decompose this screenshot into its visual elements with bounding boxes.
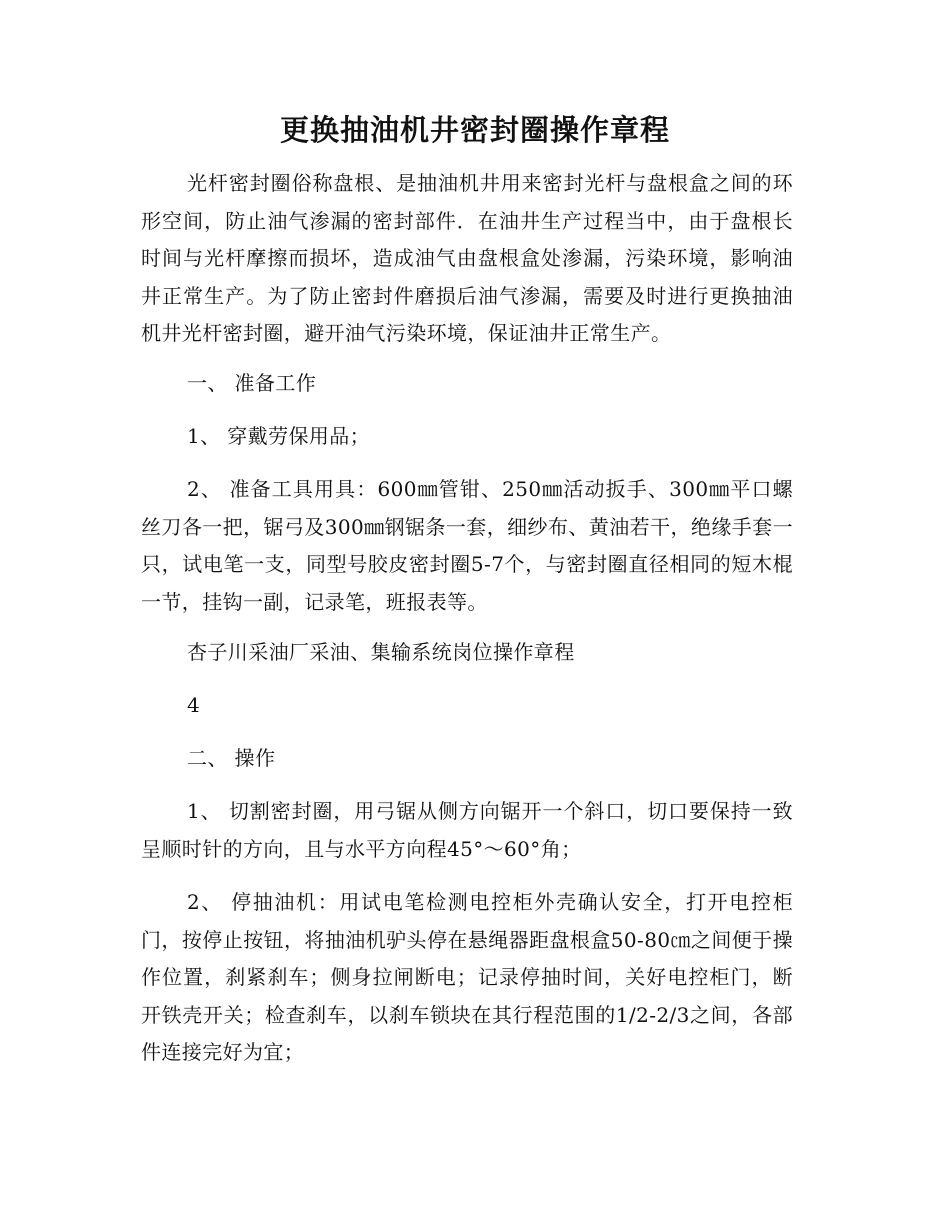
list-item-protective-gear: 1、 穿戴劳保用品； [187, 424, 371, 448]
intro-paragraph: 光杆密封圈俗称盘根、是抽油机井用来密封光杆与盘根盒之间的环形空间，防止油气渗漏的密封部件．在油井生产过程当中，由于盘根长时间与光杆摩擦而损坏，造成油气由盘根盒处渗漏，污染环境，影响油井正常生产。为了防止密封件磨损后油气渗漏，需要及时进行更换抽油机井光杆密封圈，避开油气污染环境，保证油井正常生产。 [141, 171, 793, 345]
section-heading-preparation: 一、 准备工作 [187, 371, 317, 395]
document-title: 更换抽油机井密封圈操作章程 [279, 113, 670, 147]
section-heading-operation: 二、 操作 [187, 746, 276, 770]
running-footer: 杏子川采油厂采油、集输系统岗位操作章程 [187, 640, 575, 664]
list-item-tools: 2、 准备工具用具：600㎜管钳、250㎜活动扳手、300㎜平口螺丝刀各一把，锯弓及300㎜钢锯条一套，细纱布、黄油若干，绝缘手套一只，试电笔一支，同型号胶皮密封圈5-7个，与密封圈直径相同的短木棍一节，挂钩一副，记录笔，班报表等。 [141, 477, 793, 614]
list-item-stop-pump: 2、 停抽油机：用试电笔检测电控柜外壳确认安全，打开电控柜门，按停止按钮，将抽油机驴头停在悬绳器距盘根盒50-80㎝之间便于操作位置，刹紧刹车；侧身拉闸断电；记录停抽时间，关好电控柜门，断开铁壳开关；检查刹车，以刹车锁块在其行程范围的1/2-2/3之间，各部件连接完好为宜； [141, 890, 793, 1064]
page-number: 4 [187, 693, 201, 717]
list-item-cut-seal: 1、 切割密封圈，用弓锯从侧方向锯开一个斜口，切口要保持一致呈顺时针的方向，且与水平方向程45°～60°角； [141, 799, 793, 861]
